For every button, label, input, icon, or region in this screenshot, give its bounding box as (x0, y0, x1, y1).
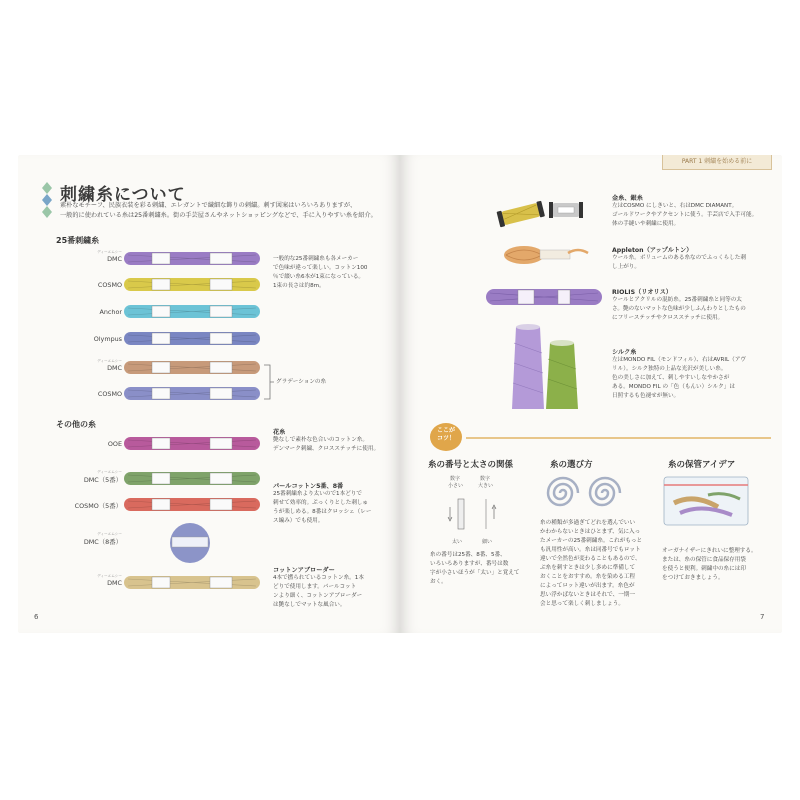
col1-label-num: 数字 (450, 476, 461, 482)
thread-brand-label: DMC（8番） (83, 538, 122, 546)
desc-abroder-title: コットンアブローダー (273, 567, 335, 574)
desc-abroder-line: ンより細く、コットンアブローダー (273, 593, 363, 599)
col2-line: 会と思って楽しく刺しましょう。 (540, 601, 624, 607)
desc-pearl (273, 481, 388, 526)
section-25-title: 25番刺繍糸 (56, 236, 100, 245)
thread-brand-label: DMC (107, 579, 122, 587)
desc-riolis-title: RIOLIS（リオリス） (612, 289, 672, 296)
thread-brand-label: Anchor (99, 308, 122, 316)
desc-silk (612, 347, 777, 401)
intro-line-2: 一般的に使われている糸は25番刺繍糸。街の手芸屋さんやネットショッピングなどで、手に入りやすい糸を紹介。 (60, 212, 377, 219)
storage-bag-illustration (658, 473, 758, 533)
col1-label-num-2: 数字 (480, 476, 491, 482)
desc-silk-line: ある。MONDO FIL の「色（もんい）シルク」は (612, 384, 735, 390)
koko-divider (466, 437, 771, 439)
desc-riolis (612, 287, 777, 323)
thread-skein-illustration (122, 495, 262, 515)
thread-ball-illustration (168, 521, 212, 565)
desc-25-line: 一般的な25番刺繍糸も各メーカー (273, 256, 359, 262)
desc-pearl-line: ス編み）でも使用。 (273, 518, 324, 524)
thread-brand-ruby: ディーエムシー (97, 250, 122, 254)
desc-25-line: ％で綴い糸6本が1束になっている。 (273, 274, 365, 280)
thread-skein-illustration (122, 573, 262, 593)
section-others-title: その他の糸 (56, 420, 96, 429)
right-page (400, 155, 782, 633)
desc-pearl-line: 25番刺繍糸より太いので1本どりで (273, 491, 362, 497)
thread-brand-ruby: ディーエムシー (97, 359, 122, 363)
col2-line: たメーカーの25番刺繍糸。これがもっと (540, 538, 643, 544)
col3-line: オーガナイザーにきれいに整理する。 (662, 548, 757, 554)
col2-title: 糸の選び方 (550, 460, 593, 470)
page-number-left: 6 (34, 613, 39, 621)
gradation-bracket (262, 363, 274, 401)
col2-line: 思い浮かばないときはそれで、一期一 (540, 592, 635, 598)
desc-hana-line: デンマーク刺繍、クロスステッチに使用。 (273, 446, 380, 452)
desc-metallic-title: 金糸、銀糸 (612, 195, 643, 202)
desc-metallic (612, 193, 772, 229)
desc-metallic-line: ゴールドワークやアクセントに使う。手芸店で入手可能。 (612, 212, 758, 218)
thread-skein-illustration (122, 302, 262, 322)
col2-text (540, 519, 648, 609)
col3-title: 糸の保管アイデア (668, 460, 736, 470)
col2-line: おくことをおすすめ。糸を染める工程 (540, 574, 635, 580)
col1-line: いろいろありますが、番号は数 (430, 561, 509, 567)
desc-silk-line: 日照するも色褪せが無い。 (612, 393, 680, 399)
col3-line: を使うと便利。刺繍中の糸には印 (662, 566, 746, 572)
desc-silk-line: 左はMONDO FIL（モンドフィル）、右はAVRIL（アヴ (612, 357, 746, 363)
col2-line: かわからないときはひとまず、気に入っ (540, 529, 641, 535)
part-header-tab: PART 1 刺繍を始める前に (662, 155, 772, 170)
metallic-thread-illustration (496, 195, 586, 235)
col1-title: 糸の番号と太さの関係 (428, 460, 514, 470)
thread-skein-illustration (122, 434, 262, 454)
riolis-thread-illustration (484, 283, 604, 313)
desc-pearl-title: パールコットン5番、8番 (273, 483, 344, 490)
col1-label-thin: 細い (482, 539, 493, 545)
col1-text (430, 551, 525, 587)
col3-line: または、糸の保管に食品保存用袋 (662, 557, 746, 563)
thread-brand-label: DMC (107, 255, 122, 263)
desc-metallic-line: 体の手縫いや刺繍に使用。 (612, 221, 680, 227)
desc-abroder-line: 4本で撚られているコットン糸。1本 (273, 575, 364, 581)
diamond-ornament-icon (42, 182, 52, 218)
page-title: 刺繍糸について (60, 185, 186, 205)
desc-pearl-line: 刺せて効率的。ぷっくりとした刺しゅ (273, 500, 369, 506)
desc-hana-title: 花糸 (273, 429, 286, 436)
thread-brand-ruby: ディーエムシー (97, 470, 122, 474)
open-book (18, 155, 782, 633)
thread-brand-label: COSMO (97, 281, 122, 289)
thread-brand-label: DMC（5番） (83, 476, 122, 484)
col1-line: おく。 (430, 579, 447, 585)
col1-label-large: 大きい (478, 483, 494, 489)
desc-25-line: で色味が違って楽しい。コットン100 (273, 265, 368, 271)
desc-silk-line: 色の美しさに加えて、刺しやすいしなやかさが (612, 375, 730, 381)
desc-silk-line: リル）。シルク独特の上品な光沢が美しい糸。 (612, 366, 727, 372)
desc-appleton-line: ウール糸。ボリュームのある糸なのでふっくらした刺 (612, 255, 746, 261)
col1-label-small: 小さい (448, 483, 464, 489)
thread-brand-label: Olympus (93, 335, 122, 343)
thread-skein-illustration (122, 329, 262, 349)
gradation-label: グラデーションの糸 (276, 379, 327, 385)
desc-hana (273, 427, 388, 454)
thread-brand-label: COSMO（5番） (74, 502, 122, 510)
thread-brand-label: DMC (107, 364, 122, 372)
page-number-right: 7 (760, 613, 765, 621)
desc-25 (273, 255, 383, 291)
thread-brand-label: OOE (107, 440, 122, 448)
col2-line: 糸の種類が多過ぎてどれを選んでいい (540, 520, 636, 526)
desc-pearl-line: うが楽しめる。8番はクロッシェ（レー (273, 509, 372, 515)
koko-badge: ここが コツ！ (430, 423, 462, 451)
col2-line: ぶ糸を刺すときは少し多めに準備して (540, 565, 636, 571)
desc-metallic-line: 左はCOSMO にしきいと、右はDMC DIAMANT。 (612, 203, 738, 209)
desc-appleton-title: Appleton（アップルトン） (612, 247, 693, 254)
col1-line: 字が小さいほうが「太い」と覚えて (430, 570, 520, 576)
col2-line: 違いで全然色が変わることもあるので、 (540, 556, 641, 562)
desc-riolis-line: ウールとアクリルの混紡糸。25番刺繍糸と同等の太 (612, 297, 742, 303)
col2-line: も汎用性が高い。糸は同番号でもロット (540, 547, 641, 553)
desc-hana-line: 艶なしで素朴な色合いのコットン糸。 (273, 437, 368, 443)
thread-brand-label: COSMO (97, 390, 122, 398)
appleton-thread-illustration (502, 241, 592, 271)
col1-line: 糸の番号は25番、8番、5番、 (430, 552, 506, 558)
thread-skein-illustration (122, 469, 262, 489)
thread-thickness-diagram (450, 493, 500, 537)
thread-skein-illustration (122, 275, 262, 295)
left-page (18, 155, 400, 633)
desc-25-line: 1束の長さは約8m。 (273, 283, 325, 289)
silk-thread-illustration (508, 323, 588, 413)
desc-appleton (612, 245, 772, 272)
thread-skein-illustration (122, 249, 262, 269)
col2-line: によってロット違いが出ます。糸色が (540, 583, 635, 589)
col3-line: をつけておきましょう。 (662, 575, 724, 581)
thread-brand-ruby: ディーエムシー (97, 532, 122, 536)
desc-appleton-line: し上がり。 (612, 264, 640, 270)
desc-abroder-line: どりで使用します。パールコット (273, 584, 357, 590)
desc-abroder (273, 565, 388, 610)
thread-skein-illustration (122, 384, 262, 404)
intro-line-1: 素朴なモチーフ、民族衣装を彩る刺繍、エレガントで繊細な飾りの刺繍。刺す図案はいろいろありますが、 (60, 202, 357, 209)
thread-brand-ruby: ディーエムシー (97, 574, 122, 578)
col3-text (662, 547, 772, 583)
desc-silk-title: シルク糸 (612, 349, 637, 356)
col1-label-thick: 太い (452, 539, 463, 545)
thread-coil-illustration (540, 473, 636, 513)
desc-abroder-line: は艶なしでマットな風合い。 (273, 602, 346, 608)
desc-riolis-line: さ。艶のないマットな色味が少しふんわりとしたもの (612, 306, 746, 312)
thread-skein-illustration (122, 358, 262, 378)
desc-riolis-line: にフリーステッチやクロスステッチに使用。 (612, 315, 724, 321)
